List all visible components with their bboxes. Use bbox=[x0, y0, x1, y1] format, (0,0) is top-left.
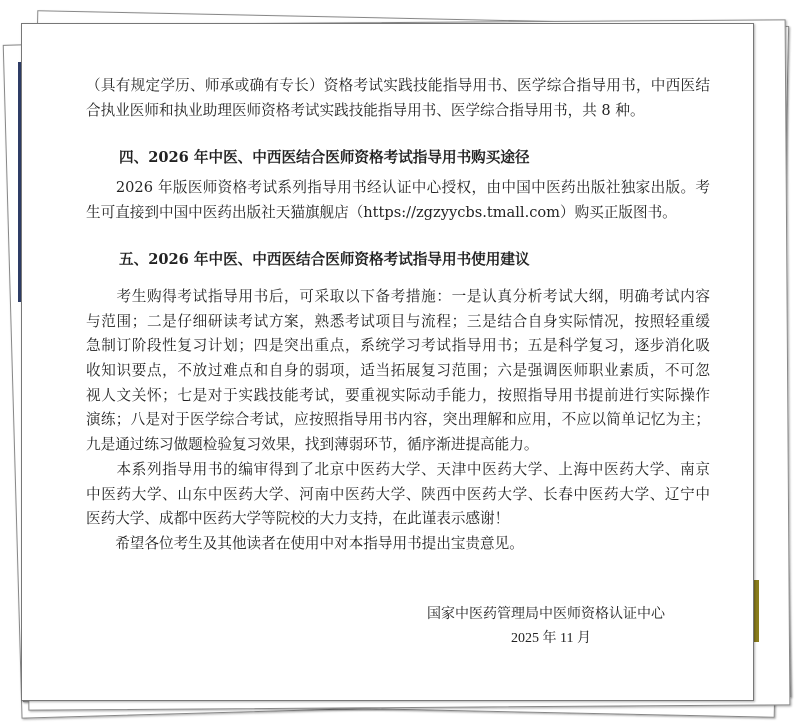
signature-date: 2025 年 11 月 bbox=[511, 631, 591, 646]
text-line: 视人文关怀；七是对于实践技能考试，要重视实际动手能力，按照指导用书提前进行实际操作 bbox=[86, 386, 710, 404]
text-line: 希望各位考生及其他读者在使用中对本指导用书提出宝贵意见。 bbox=[86, 534, 524, 552]
text-line: 2026 年版医师资格考试系列指导用书经认证中心授权，由中国中医药出版社独家出版。考 bbox=[86, 179, 710, 196]
section-heading-4: 四、2026 年中医、中西医结合医师资格考试指导用书购买途径 bbox=[119, 149, 530, 166]
text-line: 合执业医师和执业助理医师资格考试实践技能指导用书、医学综合指导用书，共 8 种。 bbox=[86, 101, 645, 119]
section-heading-5: 五、2026 年中医、中西医结合医师资格考试指导用书使用建议 bbox=[119, 251, 530, 268]
text-line: 中医药大学、山东中医药大学、河南中医药大学、陕西中医药大学、长春中医药大学、辽宁中 bbox=[86, 485, 710, 503]
purchase-paragraph bbox=[86, 176, 710, 225]
text-line: 收知识要点，不放过难点和自身的弱项，适当拓展复习范围；六是强调医师职业素质，不可忽 bbox=[86, 362, 710, 380]
signature-organization: 国家中医药管理局中医师资格认证中心 bbox=[427, 607, 665, 622]
text-line: 急制订阶段性复习计划；四是突出重点，系统学习考试指导用书；五是科学复习，逐步消化吸 bbox=[86, 337, 710, 355]
text-line: 九是通过练习做题检验复习效果，找到薄弱环节，循序渐进提高能力。 bbox=[86, 436, 539, 454]
text-line: 与范围；二是仔细研读考试方案，熟悉考试项目与流程；三是结合自身实际情况，按照轻重缓 bbox=[86, 312, 710, 330]
intro-paragraph bbox=[86, 74, 710, 123]
text-line: 考生购得考试指导用书后，可采取以下备考措施：一是认真分析考试大纲，明确考试内容 bbox=[86, 288, 710, 305]
text-line: 本系列指导用书的编审得到了北京中医药大学、天津中医药大学、上海中医药大学、南京 bbox=[86, 460, 710, 478]
text-line: 医药大学、成都中医药大学等院校的大力支持，在此谨表示感谢！ bbox=[86, 510, 510, 528]
text-line: 生可直接到中国中医药出版社天猫旗舰店（https://zgzyycbs.tmall.com）购买正版图书。 bbox=[86, 203, 677, 221]
usage-paragraphs bbox=[86, 285, 710, 557]
text-line: 演练；八是对于医学综合考试，应按照指导用书内容，突出理解和应用，不应以简单记忆为主； bbox=[86, 411, 710, 429]
text-line: （具有规定学历、师承或确有专长）资格考试实践技能指导用书、医学综合指导用书，中西医结 bbox=[86, 77, 710, 94]
